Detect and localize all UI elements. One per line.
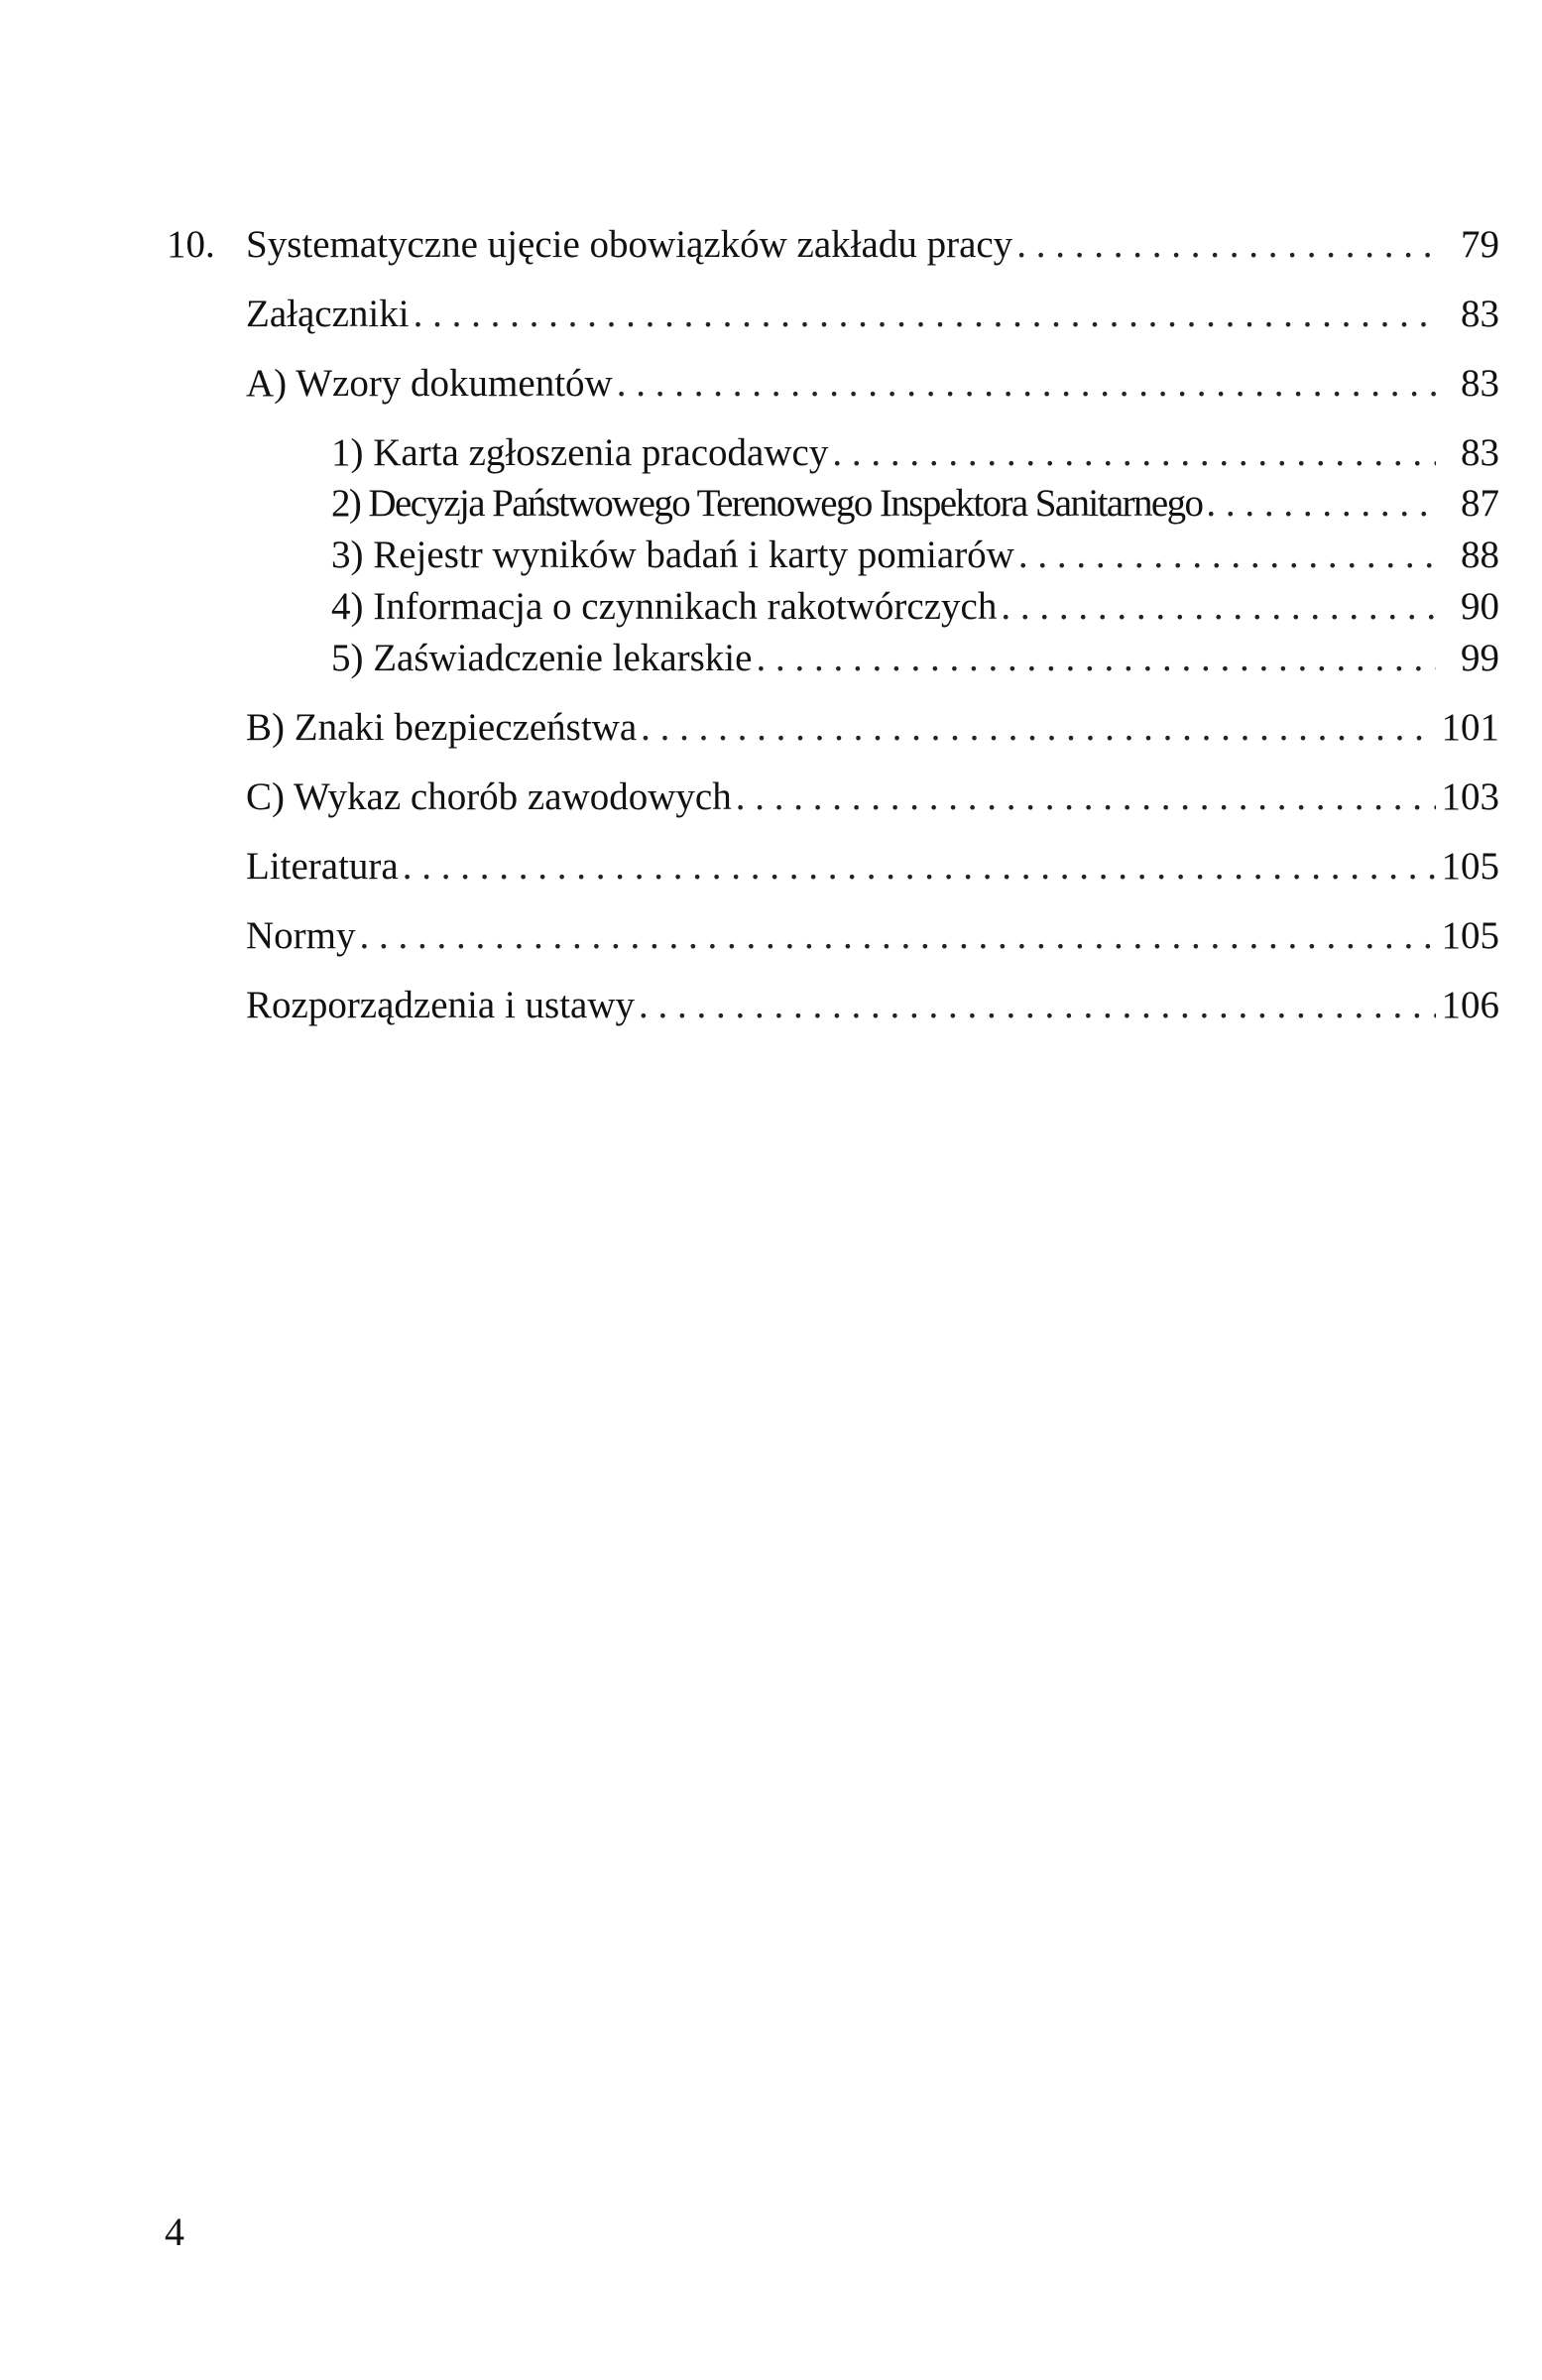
toc-entry-page: 106	[1441, 984, 1499, 1026]
toc-entry-page: 103	[1441, 775, 1499, 818]
toc-entry-page: 79	[1461, 223, 1499, 266]
toc-entry-literatura	[246, 844, 1499, 890]
toc-entry-label: 1) Karta zgłoszenia pracodawcy	[331, 431, 829, 474]
dot-leader	[360, 913, 1436, 959]
dot-leader	[736, 774, 1436, 820]
toc-entry-page: 105	[1441, 845, 1499, 888]
dot-leader	[414, 292, 1436, 337]
toc-entry-label: Załączniki	[246, 293, 410, 335]
toc-entry-label: Literatura	[246, 845, 399, 888]
toc-entry-page: 88	[1461, 534, 1499, 576]
toc-entry-page: 87	[1461, 482, 1499, 525]
toc-entry-informacja	[331, 584, 1499, 630]
toc-entry-label: Normy	[246, 914, 356, 957]
toc-entry-label: A) Wzory dokumentów	[246, 362, 613, 405]
toc-chapter-number: 10.	[167, 223, 215, 266]
toc-entry-rozporzadzenia	[246, 983, 1499, 1028]
dot-leader	[1018, 533, 1436, 578]
dot-leader	[641, 705, 1435, 751]
toc-entry-page: 83	[1461, 362, 1499, 405]
dot-leader	[403, 844, 1436, 890]
toc-entry-page: 83	[1461, 431, 1499, 474]
toc-entry-label: Systematyczne ujęcie obowiązków zakładu pracy	[246, 223, 1013, 266]
page-number: 4	[165, 2209, 184, 2254]
dot-leader	[756, 636, 1436, 681]
dot-leader	[1001, 584, 1436, 630]
toc-entry-zalaczniki	[246, 292, 1499, 337]
toc-entry-page: 83	[1461, 293, 1499, 335]
dot-leader	[832, 430, 1436, 476]
toc-entry-page: 90	[1461, 585, 1499, 628]
toc-entry-label: Rozporządzenia i ustawy	[246, 984, 636, 1026]
toc-entry-page: 99	[1461, 637, 1499, 679]
toc-entry-decyzja	[331, 481, 1499, 527]
toc-entry-label: 3) Rejestr wyników badań i karty pomiarów	[331, 534, 1014, 576]
toc-entry-label: B) Znaki bezpieczeństwa	[246, 706, 638, 749]
toc-entry-page: 101	[1441, 706, 1499, 749]
dot-leader	[617, 361, 1436, 407]
toc-entry-label: C) Wykaz chorób zawodowych	[246, 775, 732, 818]
toc-entry-normy	[246, 913, 1499, 959]
toc-entry-wzory-dokumentow	[246, 361, 1499, 407]
toc-entry-zaswiadczenie	[331, 636, 1499, 681]
toc-entry-label: 5) Zaświadczenie lekarskie	[331, 637, 753, 679]
toc-entry-wykaz	[246, 774, 1499, 820]
dot-leader	[639, 983, 1435, 1028]
toc-entry-znaki	[246, 705, 1499, 751]
toc-entry-label: 4) Informacja o czynnikach rakotwórczych	[331, 585, 998, 628]
toc-entry-rejestr	[331, 533, 1499, 578]
dot-leader	[1206, 481, 1436, 527]
dot-leader	[1016, 222, 1436, 268]
toc-entry-karta-zgloszenia	[331, 430, 1499, 476]
toc-entry-page: 105	[1441, 914, 1499, 957]
toc-entry-label: 2) Decyzja Państwowego Terenowego Inspektora Sanitarnego	[331, 482, 1203, 525]
toc-entry-chapter-10	[246, 222, 1499, 268]
